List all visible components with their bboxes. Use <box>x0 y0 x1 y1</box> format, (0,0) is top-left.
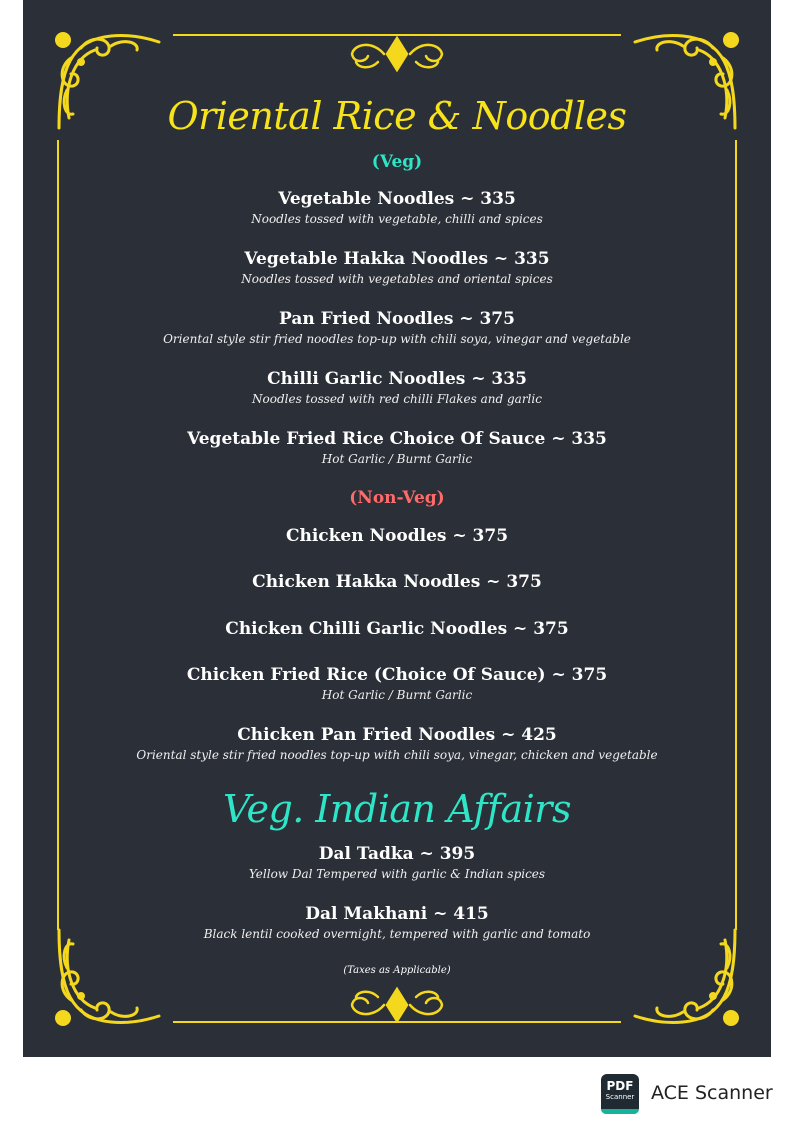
menu-item-description: Oriental style stir fried noodles top-up with chili soya, vinegar and vegetable <box>163 332 631 346</box>
menu-item-name: Dal Tadka ~ 395 <box>318 844 476 864</box>
footer-brand-name: ACE Scanner <box>651 1082 773 1104</box>
menu-item-name: Chicken Pan Fried Noodles ~ 425 <box>237 725 557 745</box>
menu-item-name: Vegetable Hakka Noodles ~ 335 <box>244 249 550 269</box>
section-title-indian: Veg. Indian Affairs <box>223 787 571 831</box>
menu-item-name: Dal Makhani ~ 415 <box>305 904 489 924</box>
menu-item-description: Noodles tossed with red chilli Flakes and garlic <box>252 392 542 406</box>
menu-item-description: Hot Garlic / Burnt Garlic <box>321 452 473 466</box>
menu-item-description: Noodles tossed with vegetable, chilli and spices <box>251 212 543 226</box>
menu-item-name: Vegetable Fried Rice Choice Of Sauce ~ 335 <box>187 429 607 449</box>
menu-item-name: Chicken Noodles ~ 375 <box>285 526 509 546</box>
menu-item-description: Black lentil cooked overnight, tempered with garlic and tomato <box>203 927 591 941</box>
menu-item-name: Chicken Hakka Noodles ~ 375 <box>252 572 542 592</box>
menu-item-description: Hot Garlic / Burnt Garlic <box>321 688 473 702</box>
menu-item-name: Chicken Fried Rice (Choice Of Sauce) ~ 375 <box>186 665 608 685</box>
veg-section-label: (Veg) <box>371 152 423 172</box>
ornament-bottom-center-icon <box>342 985 452 1025</box>
menu-item-name: Vegetable Noodles ~ 335 <box>278 189 516 209</box>
taxes-note: (Taxes as Applicable) <box>343 965 451 976</box>
nonveg-section-label: (Non-Veg) <box>349 488 445 508</box>
logo-accent-bar <box>601 1109 639 1114</box>
menu-item-description: Noodles tossed with vegetables and oriental spices <box>241 272 553 286</box>
logo-text-scanner: Scanner <box>605 1093 635 1101</box>
pdf-scanner-logo-icon <box>601 1074 639 1114</box>
menu-page <box>23 0 771 1057</box>
menu-item-description: Yellow Dal Tempered with garlic & Indian spices <box>248 867 546 881</box>
ornament-top-center-icon <box>342 34 452 74</box>
menu-item-name: Chilli Garlic Noodles ~ 335 <box>267 369 527 389</box>
menu-title: Oriental Rice & Noodles <box>167 94 627 138</box>
menu-item-name: Chicken Chilli Garlic Noodles ~ 375 <box>225 619 569 639</box>
logo-text-pdf: PDF <box>606 1079 634 1093</box>
menu-item-description: Oriental style stir fried noodles top-up with chili soya, vinegar, chicken and vegetable <box>136 748 658 762</box>
menu-item-name: Pan Fried Noodles ~ 375 <box>279 309 515 329</box>
